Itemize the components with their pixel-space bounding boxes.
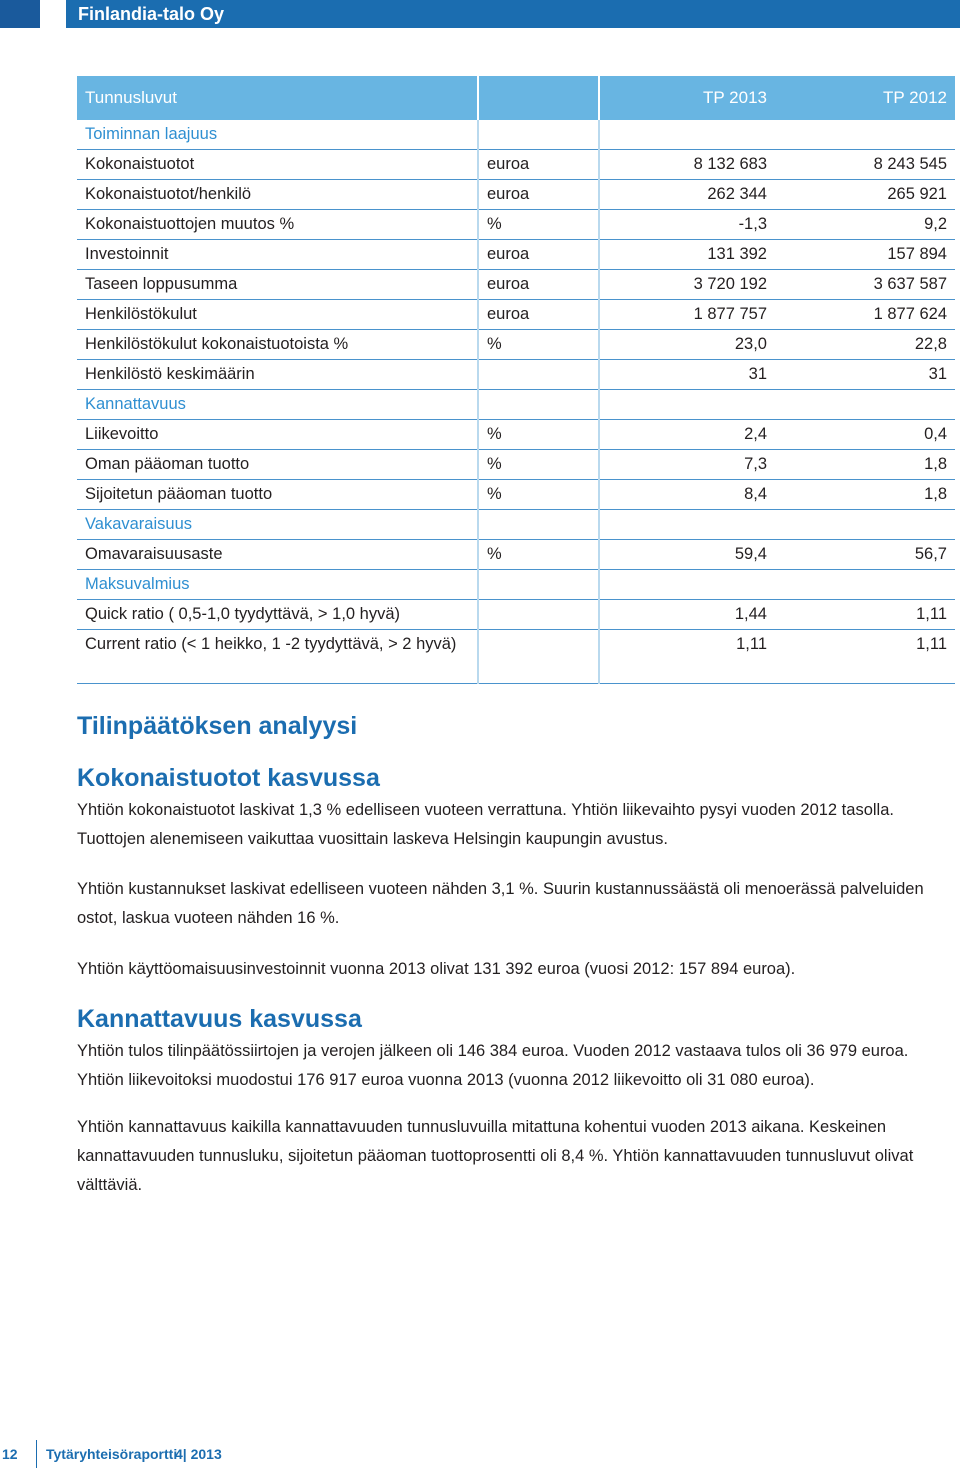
table-row (77, 600, 955, 630)
row-tp2012: 56,7 (914, 545, 947, 563)
row-label: Omavaraisuusaste (85, 545, 223, 563)
row-unit: % (478, 210, 599, 240)
key-figures-table (77, 76, 955, 684)
row-tp2013: 2,4 (599, 420, 775, 450)
page-number: 12 (2, 1446, 18, 1462)
row-tp2012: 0,4 (924, 425, 947, 443)
row-label: Kokonaistuotot (85, 155, 195, 173)
row-tp2013 (599, 390, 775, 420)
row-unit: % (478, 420, 599, 450)
row-label: Henkilöstökulut (85, 305, 197, 323)
row-label: Kannattavuus (85, 395, 186, 413)
row-unit (478, 570, 599, 600)
row-label: Toiminnan laajuus (85, 125, 218, 143)
row-tp2012: 9,2 (924, 215, 947, 233)
table-row (77, 630, 955, 684)
table-section-row (77, 510, 955, 540)
row-tp2012: 31 (928, 365, 947, 383)
row-tp2013: 23,0 (599, 330, 775, 360)
row-tp2012: 1 877 624 (873, 305, 947, 323)
row-tp2013: 1 877 757 (599, 300, 775, 330)
row-tp2012 (775, 510, 955, 540)
row-label: Investoinnit (85, 245, 169, 263)
row-unit: euroa (478, 240, 599, 270)
company-header-bar (66, 0, 960, 28)
table-row (77, 210, 955, 240)
row-label: Vakavaraisuus (85, 515, 193, 533)
row-tp2013: 262 344 (599, 180, 775, 210)
row-label: Quick ratio ( 0,5-1,0 tyydyttävä, > 1,0 hyvä) (85, 605, 401, 623)
row-label: Sijoitetun pääoman tuotto (85, 485, 273, 503)
table-row (77, 540, 955, 570)
row-tp2012: 157 894 (887, 245, 947, 263)
row-unit: % (478, 480, 599, 510)
row-tp2012: 1,8 (924, 455, 947, 473)
row-unit: euroa (478, 180, 599, 210)
company-name: Finlandia-talo Oy (78, 4, 225, 24)
table-row (77, 150, 955, 180)
row-unit: % (478, 330, 599, 360)
page-footer (0, 1440, 960, 1468)
row-unit: euroa (478, 150, 599, 180)
row-unit: % (478, 540, 599, 570)
row-unit (478, 360, 599, 390)
table-row (77, 480, 955, 510)
table-row (77, 240, 955, 270)
table-section-row (77, 570, 955, 600)
table-section-row (77, 120, 955, 150)
row-label: Oman pääoman tuotto (85, 455, 250, 473)
row-tp2013: 7,3 (599, 450, 775, 480)
table-row (77, 360, 955, 390)
row-tp2013: 131 392 (599, 240, 775, 270)
section-title-profitability: Kannattavuus kasvussa (77, 1005, 362, 1033)
row-tp2012 (775, 120, 955, 150)
table-row (77, 450, 955, 480)
row-tp2012 (775, 570, 955, 600)
row-tp2013: 1,44 (599, 600, 775, 630)
row-tp2013: -1,3 (599, 210, 775, 240)
analysis-title: Tilinpäätöksen analyysi (77, 712, 358, 740)
row-label: Henkilöstökulut kokonaistuotoista % (85, 335, 349, 353)
row-tp2013 (599, 120, 775, 150)
section-title-revenue: Kokonaistuotot kasvussa (77, 764, 380, 792)
row-label: Liikevoitto (85, 425, 159, 443)
row-tp2013 (599, 510, 775, 540)
row-label: Current ratio (< 1 heikko, 1 -2 tyydyttävä, > 2 hyvä) (85, 635, 457, 653)
row-unit (478, 510, 599, 540)
row-tp2013 (599, 570, 775, 600)
table-section-row (77, 390, 955, 420)
row-tp2013: 31 (599, 360, 775, 390)
row-tp2013: 8,4 (599, 480, 775, 510)
publication-title: Tytäryhteisöraportti (46, 1446, 178, 1462)
row-tp2013: 1,11 (599, 630, 775, 684)
row-unit (478, 390, 599, 420)
paragraph-profitability: Yhtiön kannattavuus kaikilla kannattavuuden tunnusluvuilla mitattuna kohentui vuoden 2013 aikana. Keskeinen kannattavuuden tunnusluku, sijoitetun pääoman tuottoprosentti oli 8,4 %. Yhtiön kannattavuuden tunnusluvut olivat välttäviä. (77, 1118, 914, 1194)
header-accent-square (0, 0, 40, 28)
row-tp2012 (775, 390, 955, 420)
footer-divider (36, 1440, 37, 1468)
table-row (77, 330, 955, 360)
table-row (77, 420, 955, 450)
row-tp2013: 3 720 192 (599, 270, 775, 300)
row-unit (478, 120, 599, 150)
row-unit: % (478, 450, 599, 480)
paragraph-investments: Yhtiön käyttöomaisuusinvestoinnit vuonna 2013 olivat 131 392 euroa (vuosi 2012: 157 894 euroa). (77, 960, 796, 978)
row-label: Kokonaistuotot/henkilö (85, 185, 252, 203)
row-unit (478, 630, 599, 684)
paragraph-revenue: Yhtiön kokonaistuotot laskivat 1,3 % edelliseen vuoteen verrattuna. Yhtiön liikevaihto pysyi vuoden 2012 tasolla. Tuottojen alenemiseen vaikuttaa vuosittain laskeva Helsingin kaupungin avustus. (77, 801, 894, 848)
row-unit: euroa (478, 270, 599, 300)
row-unit: euroa (478, 300, 599, 330)
table-row (77, 270, 955, 300)
row-tp2012: 22,8 (914, 335, 947, 353)
row-tp2012: 8 243 545 (873, 155, 947, 173)
table-header-row (77, 76, 955, 120)
paragraph-result: Yhtiön tulos tilinpäätössiirtojen ja verojen jälkeen oli 146 384 euroa. Vuoden 2012 vastaava tulos oli 36 979 euroa. Yhtiön liikevoitoksi muodostui 176 917 euroa vuonna 2013 (vuonna 2012 liikevoitto oli 31 080 euroa). (77, 1042, 909, 1089)
row-tp2012: 1,11 (916, 605, 947, 623)
header-label: Tunnusluvut (77, 76, 478, 120)
header-tp2013: TP 2013 (599, 76, 775, 120)
row-label: Henkilöstö keskimäärin (85, 365, 255, 383)
row-unit (478, 600, 599, 630)
table-row (77, 180, 955, 210)
paragraph-costs: Yhtiön kustannukset laskivat edelliseen vuoteen nähden 3,1 %. Suurin kustannussäästä oli menoerässä palveluiden ostot, laskua vuoteen nähden 16 %. (77, 880, 924, 927)
row-tp2013: 8 132 683 (599, 150, 775, 180)
row-label: Kokonaistuottojen muutos % (85, 215, 295, 233)
row-tp2012: 265 921 (887, 185, 947, 203)
row-tp2012: 3 637 587 (873, 275, 947, 293)
row-tp2013: 59,4 (599, 540, 775, 570)
row-tp2012: 1,11 (916, 635, 947, 653)
header-unit (478, 76, 599, 120)
publication-issue: 4| 2013 (175, 1446, 222, 1462)
table-row (77, 300, 955, 330)
row-label: Taseen loppusumma (85, 275, 238, 293)
header-tp2012: TP 2012 (775, 76, 955, 120)
row-label: Maksuvalmius (85, 575, 190, 593)
row-tp2012: 1,8 (924, 485, 947, 503)
